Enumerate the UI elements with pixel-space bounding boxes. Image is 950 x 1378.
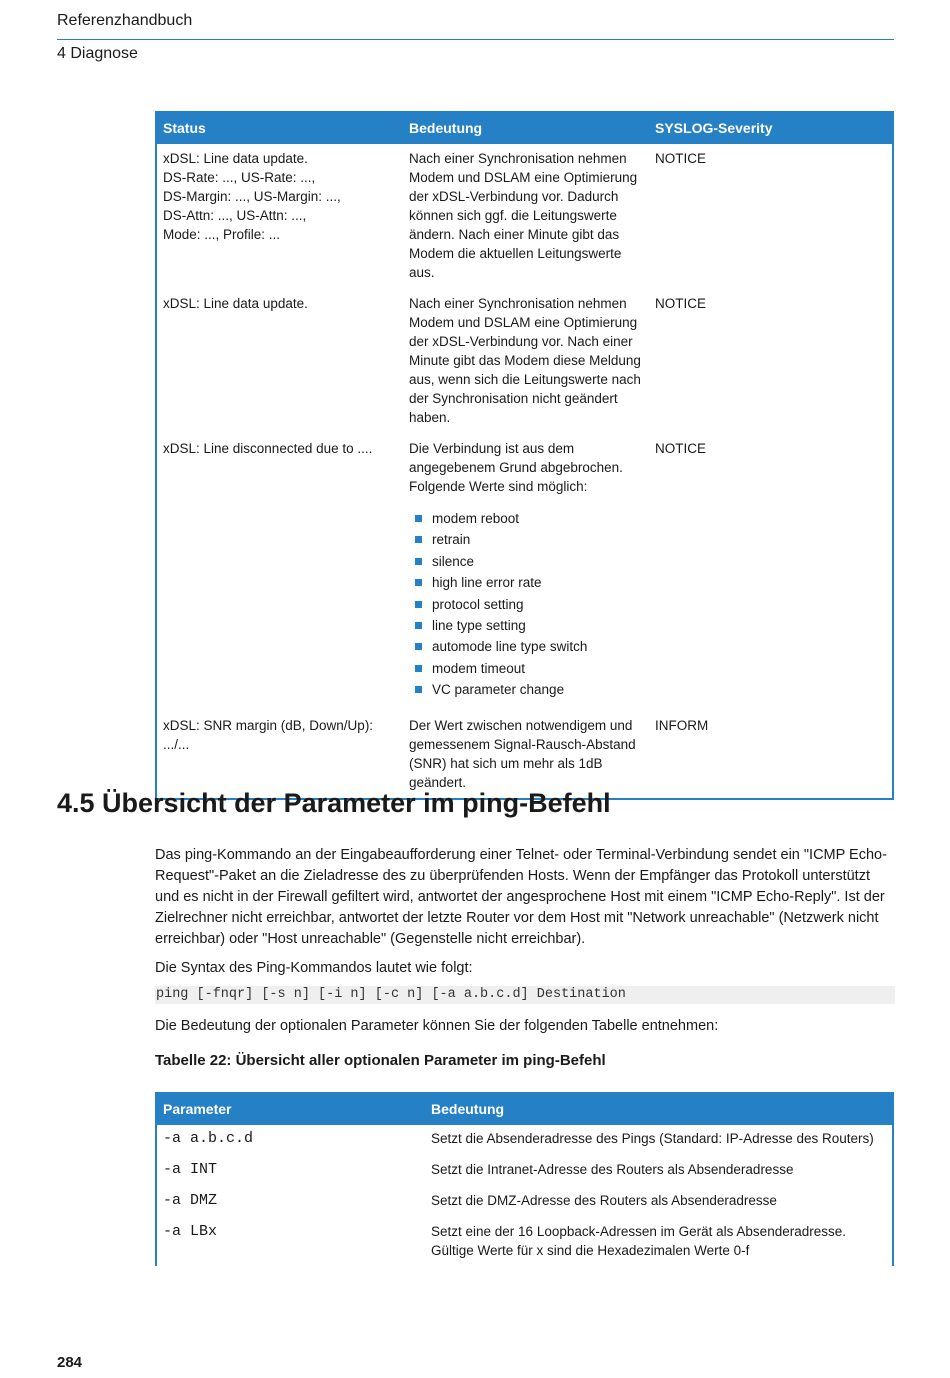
list-item: retrain [413, 529, 643, 550]
severity-cell: INFORM [655, 717, 709, 733]
meaning-cell: Nach einer Synchronisation nehmen Modem und DSLAM eine Optimierung der xDSL-Verbindung vor. Nach einer Minute gibt das Modem diese Meldung aus, wenn sich die Leitungswerte nach der Synchronisation nicht geändert haben. [409, 296, 641, 425]
header-divider [57, 39, 894, 40]
severity-cell: NOTICE [655, 441, 707, 456]
parameter-cell: -a LBx [163, 1223, 218, 1240]
table-row [157, 291, 892, 436]
parameter-cell: -a DMZ [163, 1192, 218, 1209]
meaning-text: Die Verbindung ist aus dem angegebenem Grund abgebrochen. Folgende Werte sind möglich: [409, 441, 623, 494]
column-header-parameter: Parameter [157, 1094, 425, 1125]
parameter-cell: -a a.b.c.d [163, 1130, 254, 1147]
meaning-cell: Setzt die Absenderadresse des Pings (Standard: IP-Adresse des Routers) [431, 1131, 874, 1146]
list-item: modem reboot [413, 508, 643, 529]
severity-cell: NOTICE [655, 296, 707, 311]
code-example: ping [-fnqr] [-s n] [-i n] [-c n] [-a a.b.c.d] Destination [155, 986, 895, 1004]
table-intro: Die Bedeutung der optionalen Parameter können Sie der folgenden Tabelle entnehmen: [155, 1018, 719, 1034]
table-row [157, 713, 892, 798]
list-item: silence [413, 551, 643, 572]
list-item: protocol setting [413, 594, 643, 615]
status-cell: xDSL: SNR margin (dB, Down/Up): .../... [163, 717, 374, 752]
list-item: VC parameter change [413, 679, 643, 700]
table-row [157, 1188, 892, 1219]
list-item: modem timeout [413, 658, 643, 679]
status-cell: xDSL: Line data update. [163, 296, 308, 311]
severity-cell: NOTICE [655, 151, 707, 166]
table-header-row [157, 113, 892, 144]
status-cell: xDSL: Line data update. DS-Rate: ..., US-Rate: ..., DS-Margin: ..., US-Margin: ..., DS-Attn: ..., US-Attn: ..., Mode: ..., Profile: ... [163, 151, 341, 242]
parameter-table [155, 1092, 894, 1266]
meaning-cell [403, 436, 649, 713]
section-title: 4.5 Übersicht der Parameter im ping-Befehl [57, 788, 611, 818]
syntax-intro: Die Syntax des Ping-Kommandos lautet wie folgt: [155, 960, 473, 976]
list-item: line type setting [413, 615, 643, 636]
column-header-meaning: Bedeutung [403, 113, 649, 144]
list-item: high line error rate [413, 572, 643, 593]
page-number: 284 [57, 1354, 83, 1371]
meaning-cell: Nach einer Synchronisation nehmen Modem und DSLAM eine Optimierung der xDSL-Verbindung vor. Dadurch können sich ggf. die Leitungswerte ändern. Nach einer Minute gibt das Modem die aktuellen Leitungswerte aus. [409, 151, 638, 280]
meaning-cell: Setzt die DMZ-Adresse des Routers als Absenderadresse [431, 1193, 777, 1208]
table-row [157, 1157, 892, 1188]
running-header-chapter: 4 Diagnose [57, 45, 138, 62]
table-row [157, 1125, 892, 1157]
column-header-meaning: Bedeutung [425, 1094, 892, 1125]
table-row [157, 144, 892, 291]
table-header-row [157, 1094, 892, 1125]
meaning-cell: Setzt eine der 16 Loopback-Adressen im Gerät als Absenderadresse. Gültige Werte für x sind die Hexadezimalen Werte 0-f [431, 1224, 846, 1258]
meaning-cell: Der Wert zwischen notwendigem und gemessenem Signal-Rausch-Abstand (SNR) hat sich um mehr als 1dB geändert. [409, 717, 636, 790]
meaning-cell: Setzt die Intranet-Adresse des Routers als Absenderadresse [431, 1162, 794, 1177]
intro-paragraph: Das ping-Kommando an der Eingabeaufforderung einer Telnet- oder Terminal-Verbindung sendet ein "ICMP Echo-Request"-Paket an die Zieladresse des zu überprüfenden Hosts. Wenn der Empfänger das Protokoll unterstützt und es nicht in der Firewall gefiltert wird, antwortet der angesprochene Host mit einem "ICMP Echo-Reply". Ist der Zielrechner nicht erreichbar, antwortet der letzte Router vor dem Host mit "Network unreachable" (Netzwerk nicht erreichbar) oder "Host unreachable" (Gegenstelle nicht erreichbar). [155, 847, 887, 947]
parameter-cell: -a INT [163, 1161, 218, 1178]
status-table [155, 111, 894, 800]
list-item: automode line type switch [413, 636, 643, 657]
status-cell: xDSL: Line disconnected due to .... [163, 441, 373, 456]
column-header-severity: SYSLOG-Severity [649, 113, 892, 144]
table-caption: Tabelle 22: Übersicht aller optionalen Parameter im ping-Befehl [155, 1052, 606, 1069]
table-row [157, 436, 892, 713]
reason-list [409, 508, 643, 701]
table-row [157, 1219, 892, 1266]
column-header-status: Status [157, 113, 403, 144]
running-header-title: Referenzhandbuch [57, 12, 193, 29]
